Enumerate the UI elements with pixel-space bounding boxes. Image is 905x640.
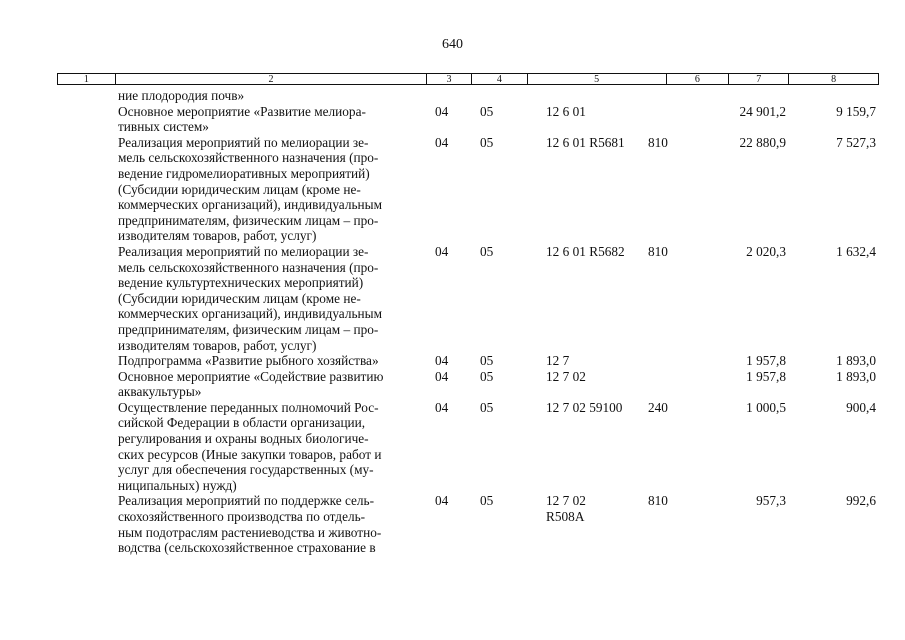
column-header-6: 6 [667,74,730,84]
row-expense-type-code: 810 [648,493,668,509]
row-amount-2: 900,4 [846,399,876,415]
row-subsection-code: 05 [480,368,494,384]
row-amount-1: 957,3 [756,493,786,509]
row-target-article-code: 12 6 01 R5681 [546,134,625,150]
column-header-1: 1 [58,74,116,84]
row-description: Основное мероприятие «Содействие развитию аквакультуры» [118,368,384,400]
row-amount-1: 24 901,2 [739,103,786,119]
page-number: 640 [442,37,463,52]
row-amount-1: 22 880,9 [739,134,786,150]
row-subsection-code: 05 [480,103,494,119]
row-description: Подпрограмма «Развитие рыбного хозяйства» [118,353,379,369]
table-row [0,369,905,400]
row-subsection-code: 05 [480,399,494,415]
row-amount-2: 992,6 [846,493,876,509]
column-header-5: 5 [528,74,667,84]
row-amount-1: 2 020,3 [746,243,786,259]
row-amount-2: 7 527,3 [836,134,876,150]
table-row [0,244,905,353]
row-target-article-code: 12 7 02 R508A [546,493,586,525]
row-amount-1: 1 957,8 [746,368,786,384]
row-section-code: 04 [435,134,449,150]
table-body [0,88,905,556]
row-section-code: 04 [435,243,449,259]
table-row [0,104,905,135]
table-row [0,353,905,369]
row-subsection-code: 05 [480,243,494,259]
row-amount-2: 9 159,7 [836,103,876,119]
row-amount-2: 1 893,0 [836,353,876,369]
column-header-3: 3 [427,74,472,84]
table-row [0,135,905,244]
row-expense-type-code: 810 [648,134,668,150]
column-header-2: 2 [116,74,427,84]
row-description: Реализация мероприятий по мелиорации зе- мель сельскохозяйственного назначения (про- ведение культуртехнических мероприятий) (Субсидии юридическим лицам (кроме не- коммерческих организаций), индивидуальным предпринимателям, физическим лицам – про- изводителям товаров, работ, услуг) [118,243,382,353]
table-header [57,73,879,85]
row-section-code: 04 [435,493,449,509]
row-section-code: 04 [435,103,449,119]
row-expense-type-code: 810 [648,243,668,259]
row-section-code: 04 [435,368,449,384]
row-amount-2: 1 632,4 [836,243,876,259]
row-amount-2: 1 893,0 [836,368,876,384]
row-subsection-code: 05 [480,493,494,509]
row-target-article-code: 12 6 01 R5682 [546,243,625,259]
table-row [0,400,905,494]
row-description: Осуществление переданных полномочий Рос- сийской Федерации в области организации, регулирования и охраны водных биологиче- ских ресурсов (Иные закупки товаров, работ и услуг для обеспечения государственных (му- ниципальных) нужд) [118,399,382,493]
row-description: Реализация мероприятий по мелиорации зе- мель сельскохозяйственного назначения (про- ведение гидромелиоративных мероприятий) (Субсидии юридическим лицам (кроме не- коммерческих организаций), индивидуальным предпринимателям, физическим лицам – про- изводителям товаров, работ, услуг) [118,134,382,244]
row-target-article-code: 12 7 02 59100 [546,399,623,415]
row-description: Основное мероприятие «Развитие мелиора- тивных систем» [118,103,366,135]
row-description: ние плодородия почв» [118,88,245,103]
row-description: Реализация мероприятий по поддержке сель- скохозяйственного производства по отдель- ным подотраслям растениеводства и животно- водства (сельскохозяйственное страхование в [118,493,382,556]
row-amount-1: 1 957,8 [746,353,786,369]
row-target-article-code: 12 7 [546,353,570,369]
row-subsection-code: 05 [480,353,494,369]
row-expense-type-code: 240 [648,399,668,415]
column-header-7: 7 [729,74,789,84]
table-row [0,493,905,555]
row-target-article-code: 12 6 01 [546,103,586,119]
row-section-code: 04 [435,353,449,369]
row-section-code: 04 [435,399,449,415]
column-header-8: 8 [831,74,837,85]
row-subsection-code: 05 [480,134,494,150]
column-header-4: 4 [472,74,528,84]
row-amount-1: 1 000,5 [746,399,786,415]
row-target-article-code: 12 7 02 [546,368,586,384]
table-row [0,88,905,104]
